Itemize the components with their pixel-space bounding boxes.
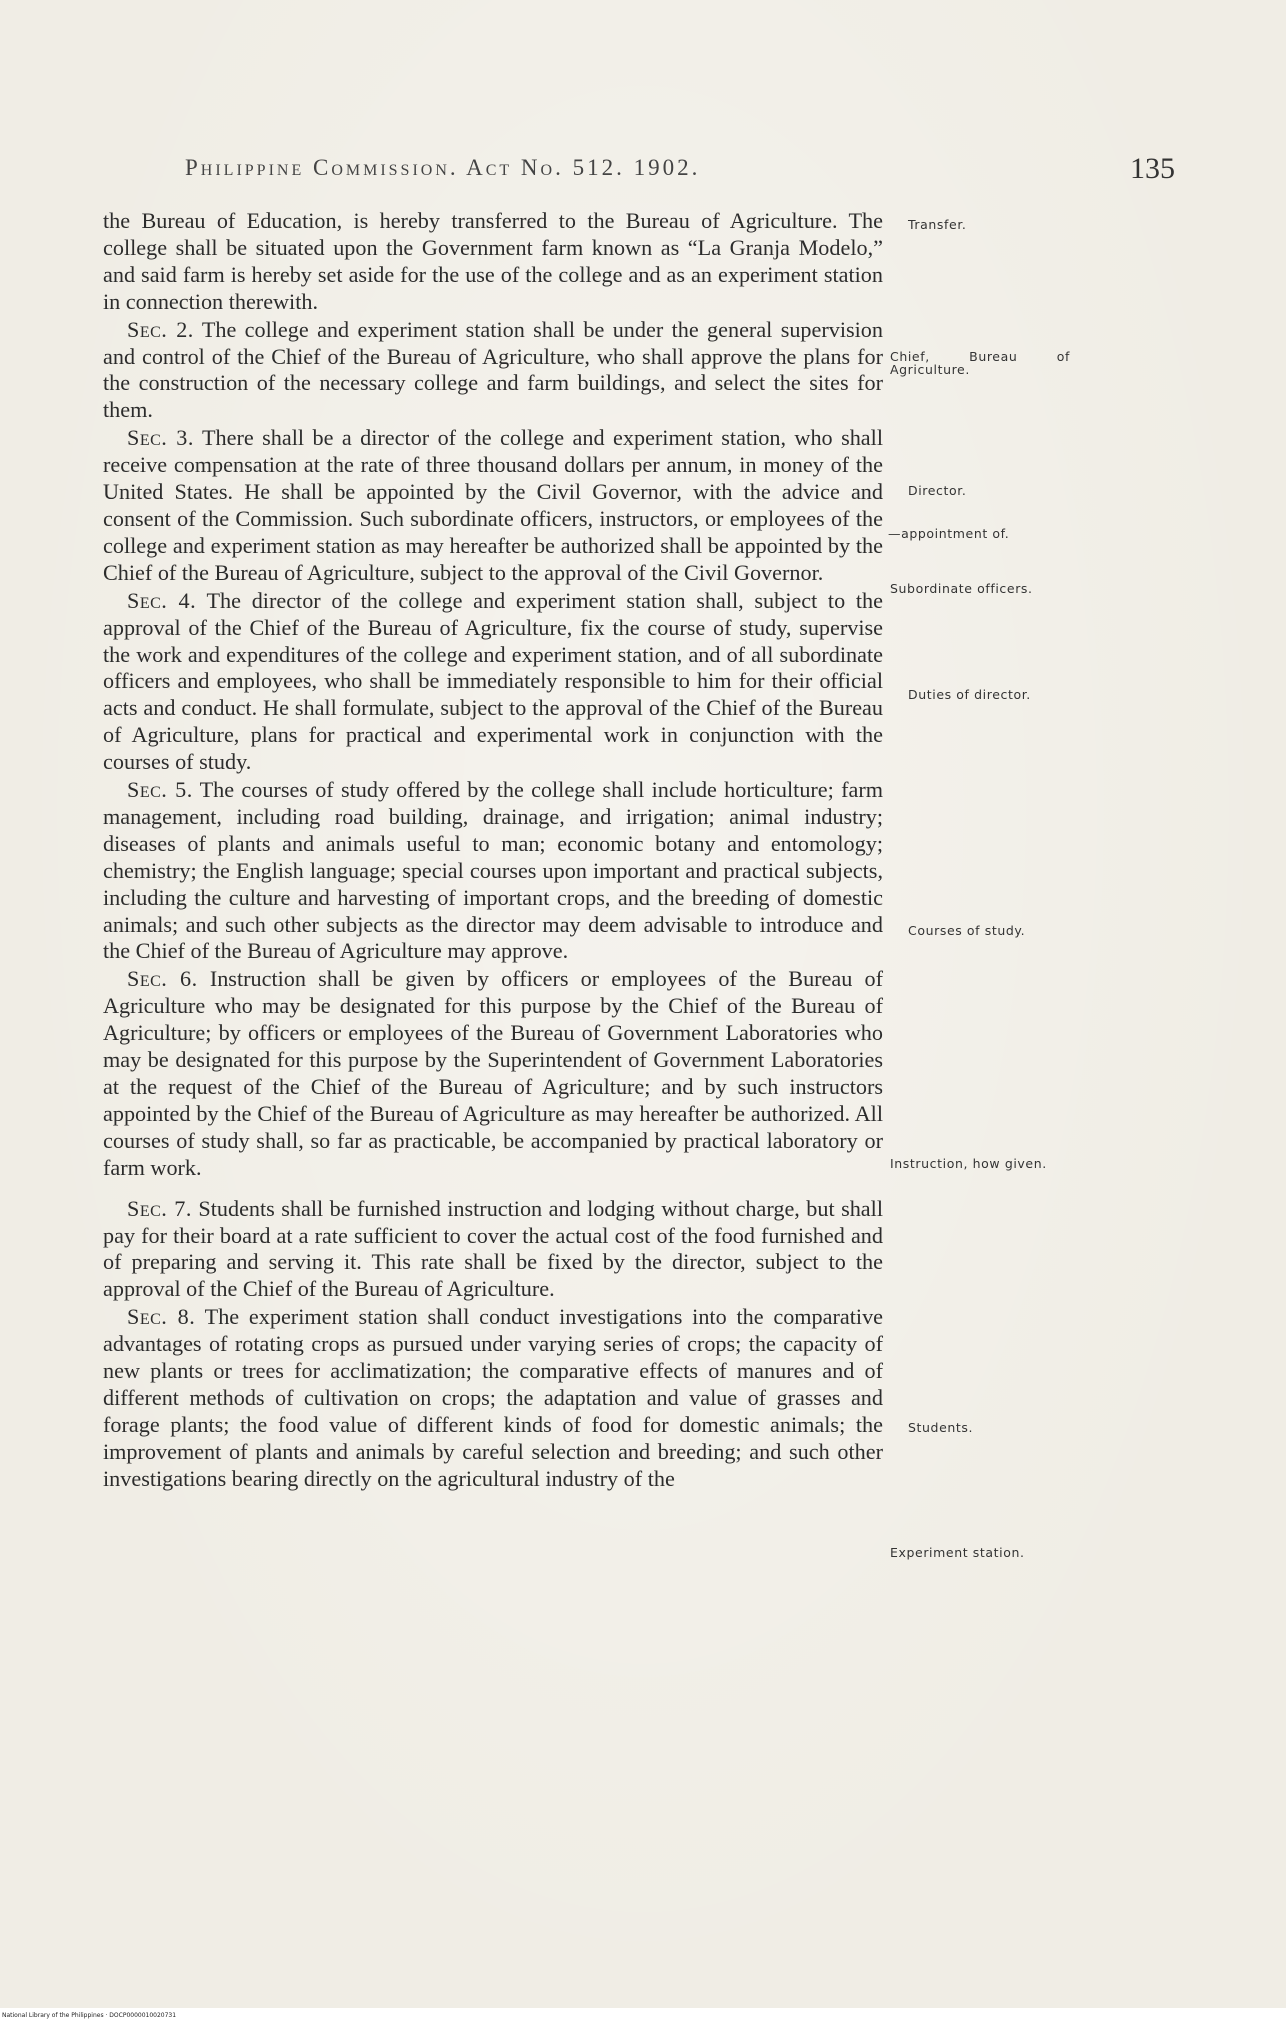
page-number: 135 <box>1130 152 1175 185</box>
paragraph-text: The college and experiment station shall be under the general supervision and control of the Chief of the Bureau of Agriculture, who shall approve the plans for the construction of the necessary college and farm buildings, and select the sites for them. <box>103 316 883 423</box>
paragraph-transfer <box>103 208 883 316</box>
section-6 <box>103 966 883 1181</box>
section-7 <box>103 1196 883 1304</box>
section-label: Sec. 8. <box>127 1304 196 1330</box>
paragraph-text: Students shall be furnished instruction and lodging without charge, but shall pay for their board at a rate sufficient to cover the actual cost of the food furnished and of preparing and serving it. This rate shall be fixed by the director, subject to the approval of the Chief of the Bureau of Agriculture. <box>103 1195 883 1302</box>
paragraph-text: The director of the college and experiment station shall, subject to the approval of the Chief of the Bureau of Agriculture, fix the course of study, supervise the work and expenditures of the college and experiment station, and of all subordinate officers and employees, who shall be immediately responsible to him for their official acts and conduct. He shall formulate, subject to the approval of the Chief of the Bureau of Agriculture, plans for practical and experimental work in conjunction with the courses of study. <box>103 587 884 775</box>
margin-note-transfer: Transfer. <box>908 217 967 232</box>
margin-note-duties-director: Duties of director. <box>908 687 1031 702</box>
section-3 <box>103 425 883 586</box>
paragraph-text: The courses of study offered by the college shall include horticulture; farm management, including road building, drainage, and irrigation; animal industry; diseases of plants and animals useful to man; economic botany and entomology; chemistry; the English language; special courses upon important and practical subjects, including the culture and harvesting of important crops, and the breeding of domestic animals; and such other subjects as the director may deem advisable to introduce and the Chief of the Bureau of Agriculture may approve. <box>103 777 883 964</box>
margin-note-experiment-station: Experiment station. <box>890 1545 1025 1560</box>
section-4 <box>103 588 883 776</box>
section-label: Sec. 2. <box>127 316 194 342</box>
section-8 <box>103 1304 883 1492</box>
section-label: Sec. 5. <box>127 777 193 803</box>
margin-note-chief-bureau: Chief, Bureau of Agriculture. <box>890 349 1070 377</box>
footer-strip <box>0 2008 1286 2020</box>
margin-note-subordinate-officers: Subordinate officers. <box>890 581 1033 596</box>
paragraph-text: the Bureau of Education, is hereby transferred to the Bureau of Agriculture. The college shall be situated upon the Government farm known as “La Granja Modelo,” and said farm is hereby set aside for the use of the college and as an experiment station in connection therewith. <box>103 208 883 314</box>
section-label: Sec. 4. <box>127 587 197 613</box>
section-label: Sec. 7. <box>127 1195 192 1221</box>
paragraph-text: There shall be a director of the college and experiment station, who shall receive compensation at the rate of three thousand dollars per annum, in money of the United States. He shall be appointed by the Civil Governor, with the advice and consent of the Commission. Such subordinate officers, instructors, or employees of the college and experiment station as may hereafter be authorized shall be appointed by the Chief of the Bureau of Agriculture, subject to the approval of the Civil Governor. <box>103 425 883 585</box>
paragraph-text: The experiment station shall conduct investigations into the comparative advantages of rotating crops as pursued under varying series of crops; the capacity of new plants or trees for acclimatization; the comparative effects of manures and of different methods of cultivation on crops; the adaptation and value of grasses and forage plants; the food value of different kinds of food for domestic animals; the improvement of plants and animals by careful selection and breeding; and such other investigations bearing directly on the agricultural industry of the <box>103 1304 884 1491</box>
margin-note-director: Director. <box>908 483 967 498</box>
section-2 <box>103 317 883 425</box>
section-label: Sec. 6. <box>127 966 198 992</box>
paragraph-text: Instruction shall be given by officers or employees of the Bureau of Agriculture who may be designated for this purpose by the Chief of the Bureau of Agriculture; by officers or employees of the Bureau of Government Laboratories who may be designated for this purpose by the Superintendent of Government Laboratories at the request of the Chief of the Bureau of Agriculture; and by such instructors appointed by the Chief of the Bureau of Agriculture as may hereafter be authorized. All courses of study shall, so far as practicable, be accompanied by practical laboratory or farm work. <box>103 966 883 1180</box>
margin-note-appointment: —appointment of. <box>888 526 1010 541</box>
body-text <box>103 208 883 1493</box>
footer-credit: National Library of the Philippines · DOCP0000010020731 <box>2 2012 177 2019</box>
section-label: Sec. 3. <box>127 425 194 451</box>
running-head: Philippine Commission. Act No. 512. 1902. <box>185 155 701 180</box>
section-5 <box>103 777 883 965</box>
margin-note-instruction: Instruction, how given. <box>890 1156 1047 1171</box>
margin-note-students: Students. <box>908 1420 974 1435</box>
margin-note-courses-study: Courses of study. <box>908 923 1026 938</box>
